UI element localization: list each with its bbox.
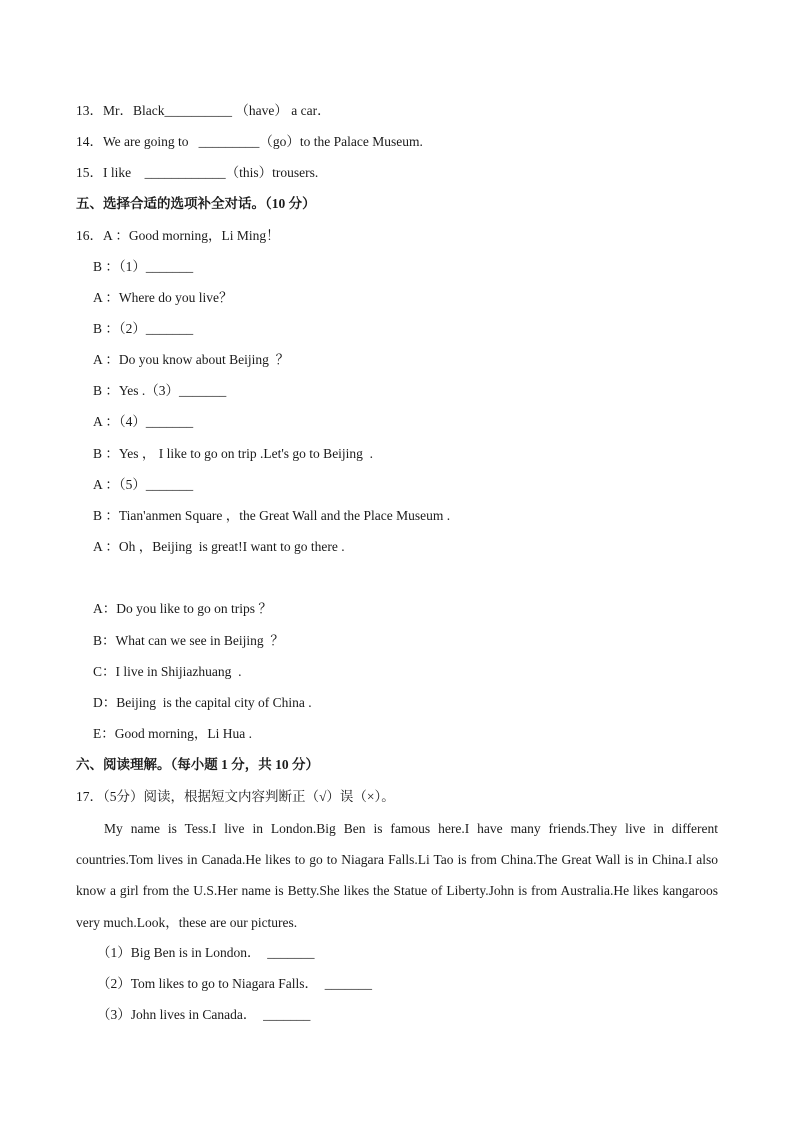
question-13: 13．Mr．Black__________ （have） a car． bbox=[76, 103, 331, 118]
option-b: B：What can we see in Beijing ？ bbox=[93, 633, 284, 648]
judgement-item: （1）Big Ben is in London． _______ bbox=[97, 945, 315, 960]
dialogue-line: B ：（1）_______ bbox=[93, 259, 194, 274]
option-c: C：I live in Shijiazhuang . bbox=[93, 664, 242, 679]
question-15: 15．I like ____________（this）trousers. bbox=[76, 165, 319, 180]
question-17-intro: 17．（5分）阅读，根据短文内容判断正（√）误（×）。 bbox=[76, 789, 395, 804]
dialogue-line: B ：Yes ， I like to go on trip .Let's go to Beijing . bbox=[93, 446, 374, 461]
dialogue-line: A ：（4）_______ bbox=[93, 414, 194, 429]
dialogue-line: B ：Yes .（3）_______ bbox=[93, 383, 227, 398]
dialogue-line: A ：Where do you live？ bbox=[93, 290, 233, 305]
reading-passage-text: My name is Tess.I live in London.Big Ben is famous here.I have many friends.They live in different countries.Tom lives in Canada.He likes to go to Niagara Falls.Li Tao is from China.The Great Wall is in China.I also know a girl from the U.S.Her name is Betty.She likes the Statue of Liberty.John is from Australia.He likes kangaroos very much.Look，these are our pictures. bbox=[76, 821, 718, 930]
dialogue-line: A ：Oh ，Beijing is great!I want to go there . bbox=[93, 539, 345, 554]
judgement-item: （3）John lives in Canada． _______ bbox=[97, 1007, 311, 1022]
reading-passage bbox=[76, 813, 718, 938]
section-6-title: 六、阅读理解。（每小题 1 分，共 10 分） bbox=[76, 757, 319, 772]
judgement-item: （2）Tom likes to go to Niagara Falls． _______ bbox=[97, 976, 373, 991]
section-5-title: 五、选择合适的选项补全对话。（10 分） bbox=[76, 196, 316, 211]
option-d: D：Beijing is the capital city of China . bbox=[93, 695, 312, 710]
dialogue-line: A ：（5）_______ bbox=[93, 477, 194, 492]
question-14: 14．We are going to _________（go）to the Palace Museum. bbox=[76, 134, 423, 149]
option-e: E：Good morning，Li Hua . bbox=[93, 726, 252, 741]
option-a: A：Do you like to go on trips ？ bbox=[93, 601, 272, 616]
dialogue-line: B ：（2）_______ bbox=[93, 321, 194, 336]
dialogue-line: A ：Do you know about Beijing ？ bbox=[93, 352, 290, 367]
question-16-intro: 16．A ：Good morning，Li Ming！ bbox=[76, 228, 280, 243]
dialogue-line: B ：Tian'anmen Square ，the Great Wall and the Place Museum . bbox=[93, 508, 451, 523]
